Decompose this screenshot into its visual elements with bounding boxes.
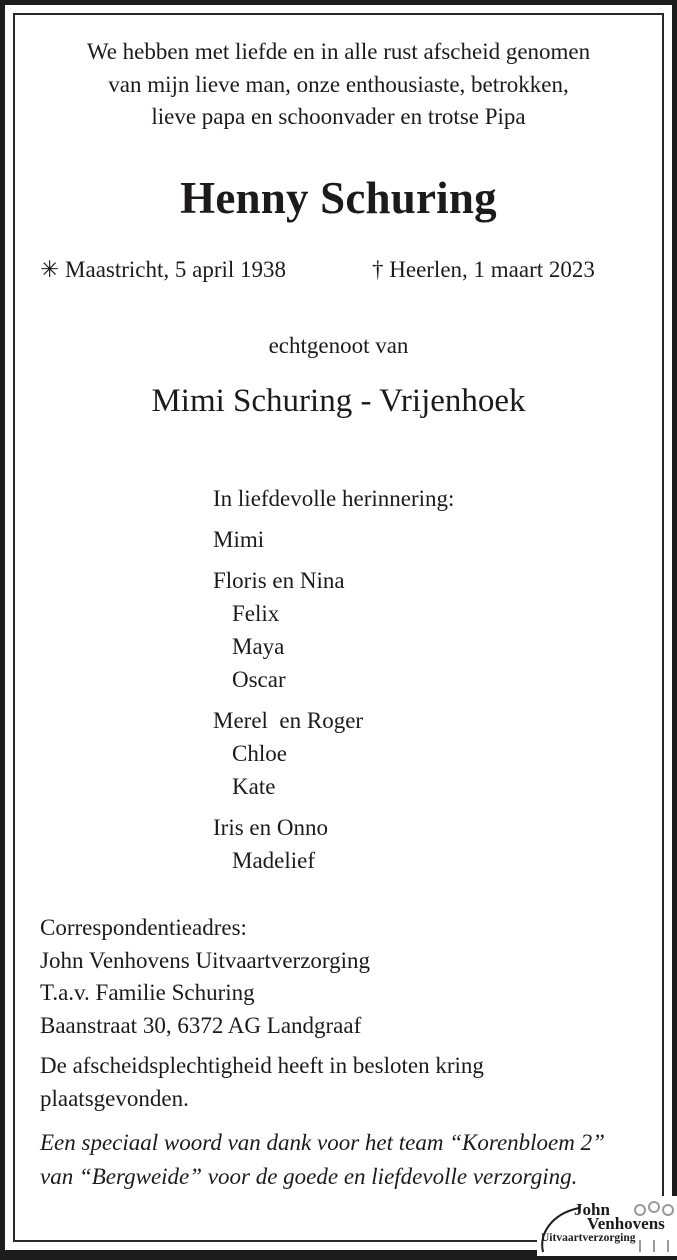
family-child: Felix	[232, 601, 280, 626]
logo-line-3: Uitvaartverzorging	[541, 1232, 636, 1244]
family-parents: Iris en Onno	[213, 815, 328, 840]
thanks-note: Een speciaal woord van dank voor het team “Korenbloem 2” van “Bergweide” voor de goede en liefdevolle verzorging.	[40, 1130, 605, 1189]
funeral-home-logo	[537, 1196, 677, 1256]
family-child: Oscar	[232, 667, 286, 692]
family-child: Kate	[232, 774, 276, 799]
correspondence-address: Correspondentieadres: John Venhovens Uitvaartverzorging T.a.v. Familie Schuring Baanstraat 30, 6372 AG Landgraaf	[40, 915, 371, 1038]
star-icon: ✳	[40, 257, 60, 282]
family-group	[213, 811, 454, 877]
birth-info	[40, 257, 286, 283]
family-parents: Floris en Nina	[213, 568, 345, 593]
family-child: Maya	[232, 634, 285, 659]
logo-line-2: Venhovens	[587, 1214, 665, 1233]
intro-text: We hebben met liefde en in alle rust afscheid genomen van mijn lieve man, onze enthousiaste, betrokken, lieve papa en schoonvader en trotse Pipa	[86, 39, 591, 129]
family-child: Chloe	[232, 741, 287, 766]
death-text: Heerlen, 1 maart 2023	[389, 257, 595, 282]
spouse-label: echtgenoot van	[268, 333, 409, 358]
family-child: Madelief	[232, 848, 316, 873]
family-parents: Merel en Roger	[213, 708, 364, 733]
ceremony-note: De afscheidsplechtigheid heeft in besloten kring plaatsgevonden.	[40, 1053, 484, 1111]
logo-line-1: John	[574, 1200, 610, 1219]
family-group	[213, 704, 454, 803]
deceased-name: Henny Schuring	[180, 173, 497, 223]
spouse-name: Mimi Schuring - Vrijenhoek	[151, 383, 526, 419]
cross-icon: †	[372, 257, 384, 282]
family-group	[213, 523, 454, 556]
family-group	[213, 564, 454, 696]
birth-text: Maastricht, 5 april 1938	[65, 257, 287, 282]
family-list	[213, 482, 454, 877]
death-info	[372, 257, 595, 283]
family-heading: In liefdevolle herinnering:	[213, 486, 455, 511]
family-parents: Mimi	[213, 527, 265, 552]
